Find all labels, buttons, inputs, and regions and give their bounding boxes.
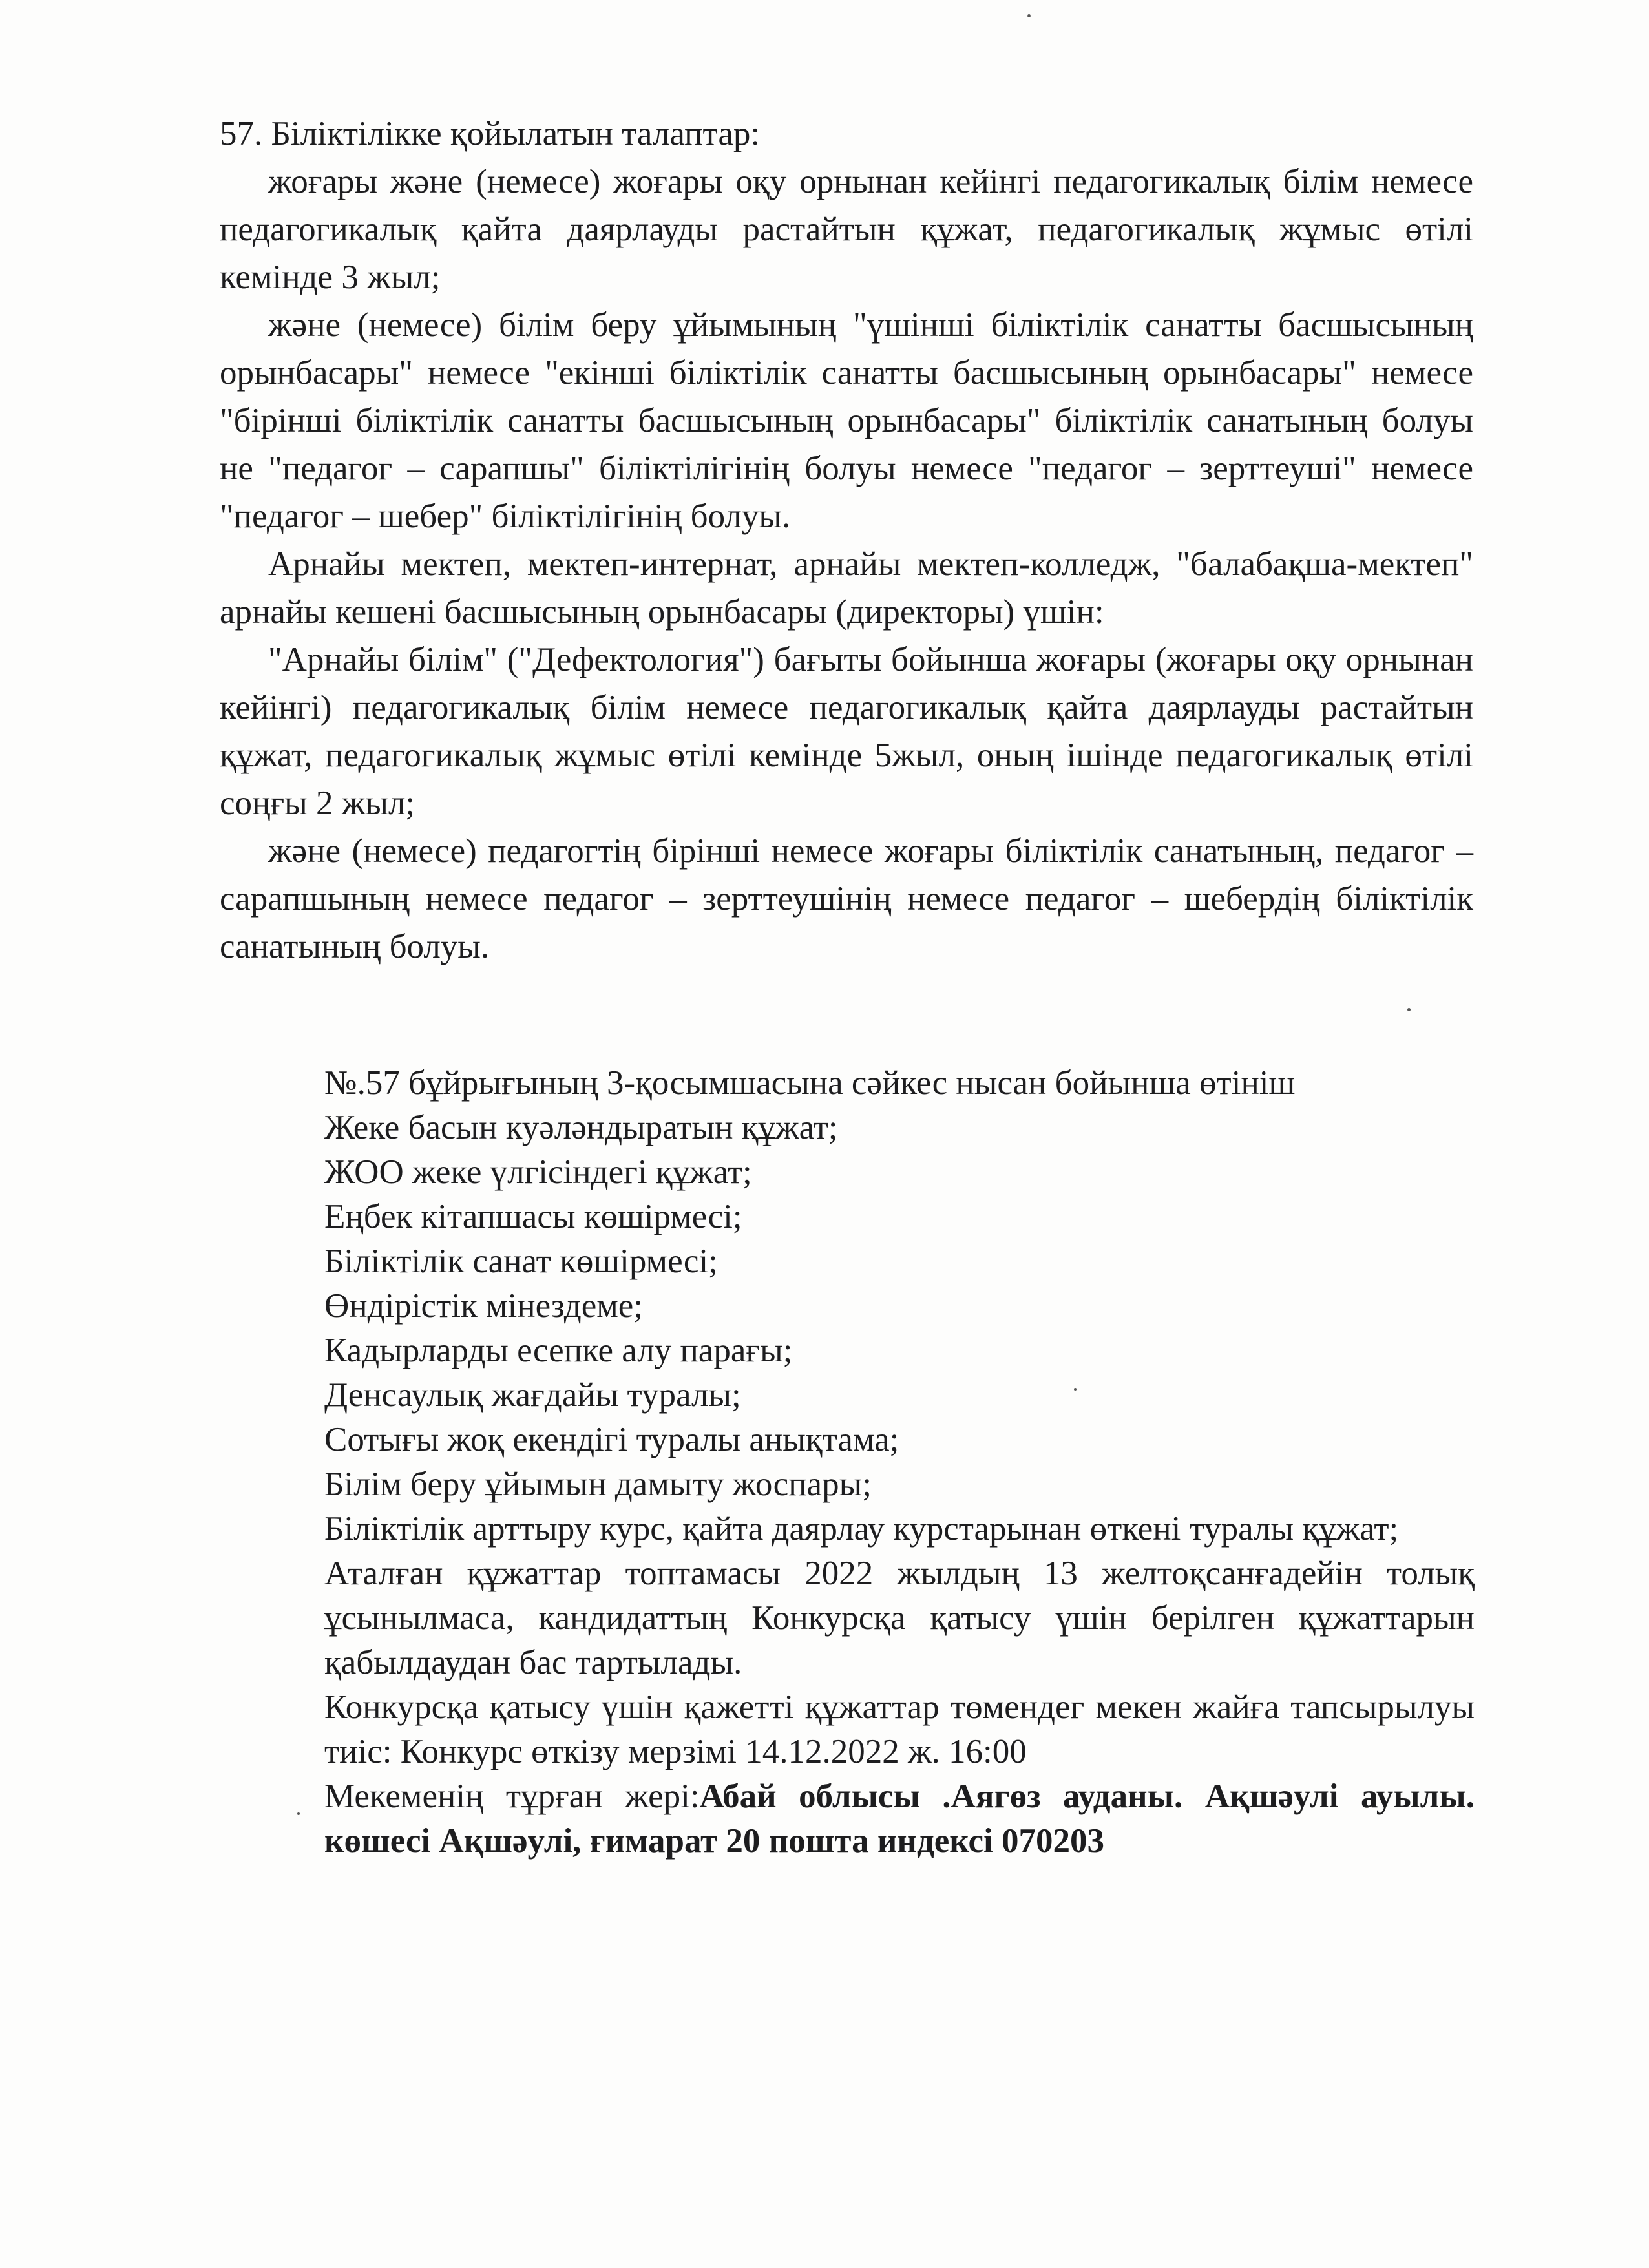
- documents-list: [324, 1061, 1475, 1864]
- requirement-paragraph: "Арнайы білім" ("Дефектология") бағыты бойынша жоғары (жоғары оқу орнынан кейінгі) педагогикалық білім немесе педагогикалық қайта даярлауды растайтын құжат, педагогикалық жұмыс өтілі кемінде 5жыл, оның ішінде педагогикалық өтілі соңғы 2 жыл;: [220, 641, 1473, 822]
- document-list-item: Кадырларды есепке алу парағы;: [324, 1332, 793, 1369]
- section-heading: 57. Біліктілікке қойылатын талаптар:: [220, 115, 761, 152]
- document-list-item: Денсаулық жағдайы туралы;: [324, 1376, 741, 1414]
- document-list-item: ЖОО жеке үлгісіндегі құжат;: [324, 1153, 752, 1191]
- requirements-section: [220, 110, 1473, 971]
- address-value: Абай облысы .Аягөз ауданы. Ақшәулі ауылы. көшесі Ақшәулі, ғимарат 20 пошта индексі 070203: [324, 1778, 1475, 1860]
- document-list-item: Білім беру ұйымын дамыту жоспары;: [324, 1465, 872, 1503]
- document-list-item: Біліктілік санат көшірмесі;: [324, 1243, 718, 1280]
- scan-speck: [297, 1812, 300, 1815]
- requirement-paragraph: жоғары және (немесе) жоғары оқу орнынан кейінгі педагогикалық білім немесе педагогикалық қайта даярлауды растайтын құжат, педагогикалық жұмыс өтілі кемінде 3 жыл;: [220, 163, 1473, 296]
- address-label: Мекеменің тұрған жері:: [324, 1778, 700, 1815]
- document-list-item: Біліктілік арттыру курс, қайта даярлау курстарынан өткені туралы құжат;: [324, 1510, 1399, 1548]
- scan-speck: [1027, 14, 1031, 17]
- document-list-item: Өндірістік мінездеме;: [324, 1287, 644, 1325]
- requirement-paragraph: Арнайы мектеп, мектеп-интернат, арнайы мектеп-колледж, "балабақша-мектеп" арнайы кешені басшысының орынбасары (директоры) үшін:: [220, 545, 1473, 631]
- submission-notice: Конкурсқа қатысу үшін қажетті құжаттар төмендег мекен жайға тапсырылуы тиіс: Конкурс өткізу мерзімі 14.12.2022 ж. 16:00: [324, 1688, 1475, 1770]
- scan-speck: [1407, 1008, 1411, 1011]
- document-list-item: Сотығы жоқ екендігі туралы анықтама;: [324, 1421, 899, 1458]
- address-line: [324, 1774, 1475, 1864]
- document-list-item: Жеке басын куәләндыратын құжат;: [324, 1109, 838, 1146]
- requirement-paragraph: және (немесе) білім беру ұйымының "үшінші біліктілік санатты басшысының орынбасары" немесе "екінші біліктілік санатты басшысының орынбасары" немесе "бірінші біліктілік санатты басшысының орынбасары" біліктілік санатының болуы не "педагог – сарапшы" біліктілігінің болуы немесе "педагог – зерттеуші" немесе "педагог – шебер" біліктілігінің болуы.: [220, 306, 1473, 535]
- document-list-item: Еңбек кітапшасы көшірмесі;: [324, 1198, 742, 1235]
- document-list-item: №.57 бұйрығының 3-қосымшасына сәйкес нысан бойынша өтініш: [324, 1064, 1296, 1102]
- requirement-paragraph: және (немесе) педагогтің бірінші немесе жоғары біліктілік санатының, педагог – сарапшының немесе педагог – зерттеушінің немесе педагог – шебердің біліктілік санатының болуы.: [220, 832, 1473, 965]
- deadline-notice: Аталған құжаттар топтамасы 2022 жылдың 13 желтоқсанғадейін толық ұсынылмаса, кандидаттың Конкурсқа қатысу үшін берілген құжаттарын қабылдаудан бас тартылады.: [324, 1555, 1475, 1681]
